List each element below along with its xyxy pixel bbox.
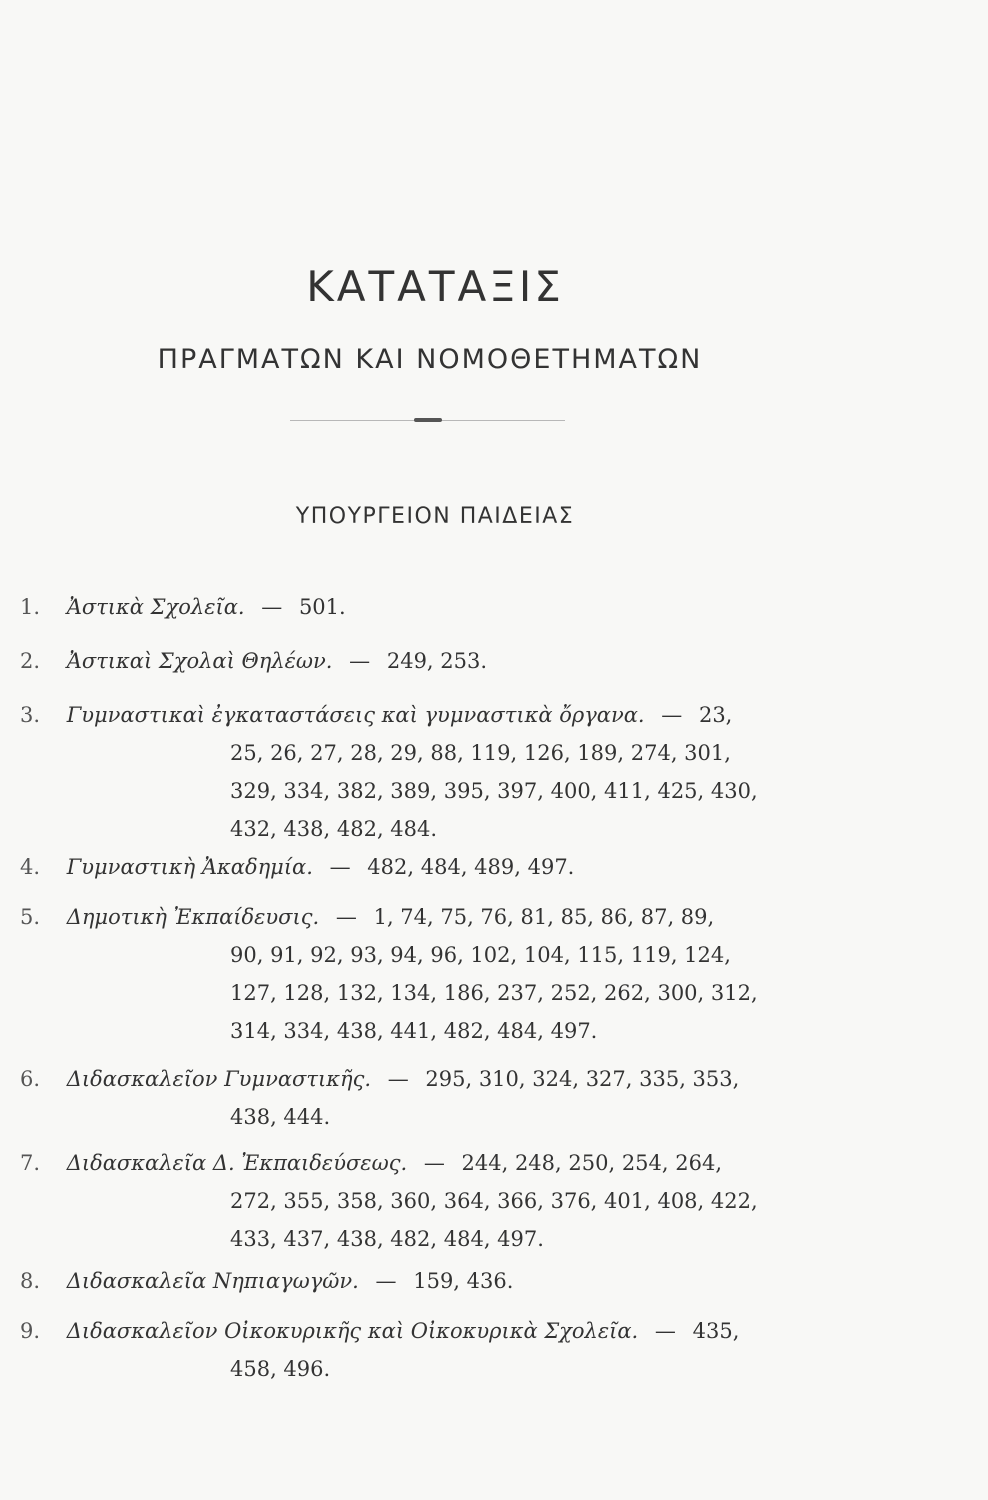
entry-references: 23, <box>698 703 733 727</box>
index-entry <box>20 588 880 626</box>
entry-number: 6. <box>20 1067 41 1091</box>
entry-subject: Διδασκαλεῖα Δ. Ἐκπαιδεύσεως. <box>66 1151 408 1175</box>
page-subtitle: ΠΡΑΓΜΑΤΩΝ ΚΑΙ ΝΟΜΟΘΕΤΗΜΑΤΩΝ <box>157 344 703 375</box>
entry-continuation: 329, 334, 382, 389, 395, 397, 400, 411, 425, 430, <box>230 779 758 803</box>
entry-subject: Ἀστικαὶ Σχολαὶ Θηλέων. <box>66 649 333 673</box>
entry-subject: Ἀστικὰ Σχολεῖα. <box>66 595 245 619</box>
entry-references: 295, 310, 324, 327, 335, 353, <box>425 1067 740 1091</box>
entry-subject: Δημοτικὴ Ἐκπαίδευσις. <box>66 905 320 929</box>
index-entry <box>20 1060 880 1136</box>
entry-number: 5. <box>20 905 41 929</box>
entry-subject: Διδασκαλεῖα Νηπιαγωγῶν. <box>66 1269 359 1293</box>
entry-number: 4. <box>20 855 41 879</box>
entry-references: 435, <box>692 1319 740 1343</box>
section-heading: ΥΠΟΥΡΓΕΙΟΝ ΠΑΙΔΕΙΑΣ <box>295 504 575 529</box>
entry-references: 501. <box>298 595 346 619</box>
index-entry <box>20 696 880 848</box>
index-entry <box>20 1262 880 1300</box>
entry-number: 8. <box>20 1269 41 1293</box>
entry-continuation: 272, 355, 358, 360, 364, 366, 376, 401, 408, 422, <box>230 1189 758 1213</box>
entry-subject: Γυμναστικαὶ ἐγκαταστάσεις καὶ γυμναστικὰ ὄργανα. <box>66 703 645 727</box>
entry-dash: — <box>661 703 683 727</box>
entry-subject: Διδασκαλεῖον Οἰκοκυρικῆς καὶ Οἰκοκυρικὰ Σχολεῖα. <box>66 1319 639 1343</box>
entry-continuation: 438, 444. <box>230 1105 331 1129</box>
entry-dash: — <box>349 649 371 673</box>
entry-subject: Γυμναστικὴ Ἀκαδημία. <box>66 855 313 879</box>
divider-ornament <box>414 418 442 422</box>
entry-number: 2. <box>20 649 41 673</box>
entry-continuation: 127, 128, 132, 134, 186, 237, 252, 262, 300, 312, <box>230 981 758 1005</box>
entry-dash: — <box>654 1319 676 1343</box>
entry-references: 482, 484, 489, 497. <box>367 855 575 879</box>
entry-continuation: 458, 496. <box>230 1357 331 1381</box>
index-entry <box>20 1312 880 1388</box>
entry-dash: — <box>261 595 283 619</box>
entry-subject: Διδασκαλεῖον Γυμναστικῆς. <box>66 1067 372 1091</box>
entry-number: 1. <box>20 595 41 619</box>
entry-dash: — <box>335 905 357 929</box>
entry-dash: — <box>423 1151 445 1175</box>
entry-continuation: 433, 437, 438, 482, 484, 497. <box>230 1227 544 1251</box>
entry-references: 249, 253. <box>386 649 488 673</box>
entry-dash: — <box>387 1067 409 1091</box>
entry-number: 3. <box>20 703 41 727</box>
entry-number: 7. <box>20 1151 41 1175</box>
index-entry <box>20 898 880 1050</box>
entry-dash: — <box>329 855 351 879</box>
entry-continuation: 432, 438, 482, 484. <box>230 817 438 841</box>
page-title: ΚΑΤΑΤΑΞΙΣ <box>306 262 564 311</box>
index-entry <box>20 642 880 680</box>
entry-continuation: 90, 91, 92, 93, 94, 96, 102, 104, 115, 119, 124, <box>230 943 731 967</box>
entry-continuation: 314, 334, 438, 441, 482, 484, 497. <box>230 1019 598 1043</box>
entry-number: 9. <box>20 1319 41 1343</box>
entry-references: 159, 436. <box>413 1269 514 1293</box>
index-entry <box>20 1144 880 1258</box>
entry-continuation: 25, 26, 27, 28, 29, 88, 119, 126, 189, 274, 301, <box>230 741 731 765</box>
entry-references: 244, 248, 250, 254, 264, <box>461 1151 723 1175</box>
entry-references: 1, 74, 75, 76, 81, 85, 86, 87, 89, <box>373 905 715 929</box>
index-entry <box>20 848 880 886</box>
entry-dash: — <box>375 1269 397 1293</box>
